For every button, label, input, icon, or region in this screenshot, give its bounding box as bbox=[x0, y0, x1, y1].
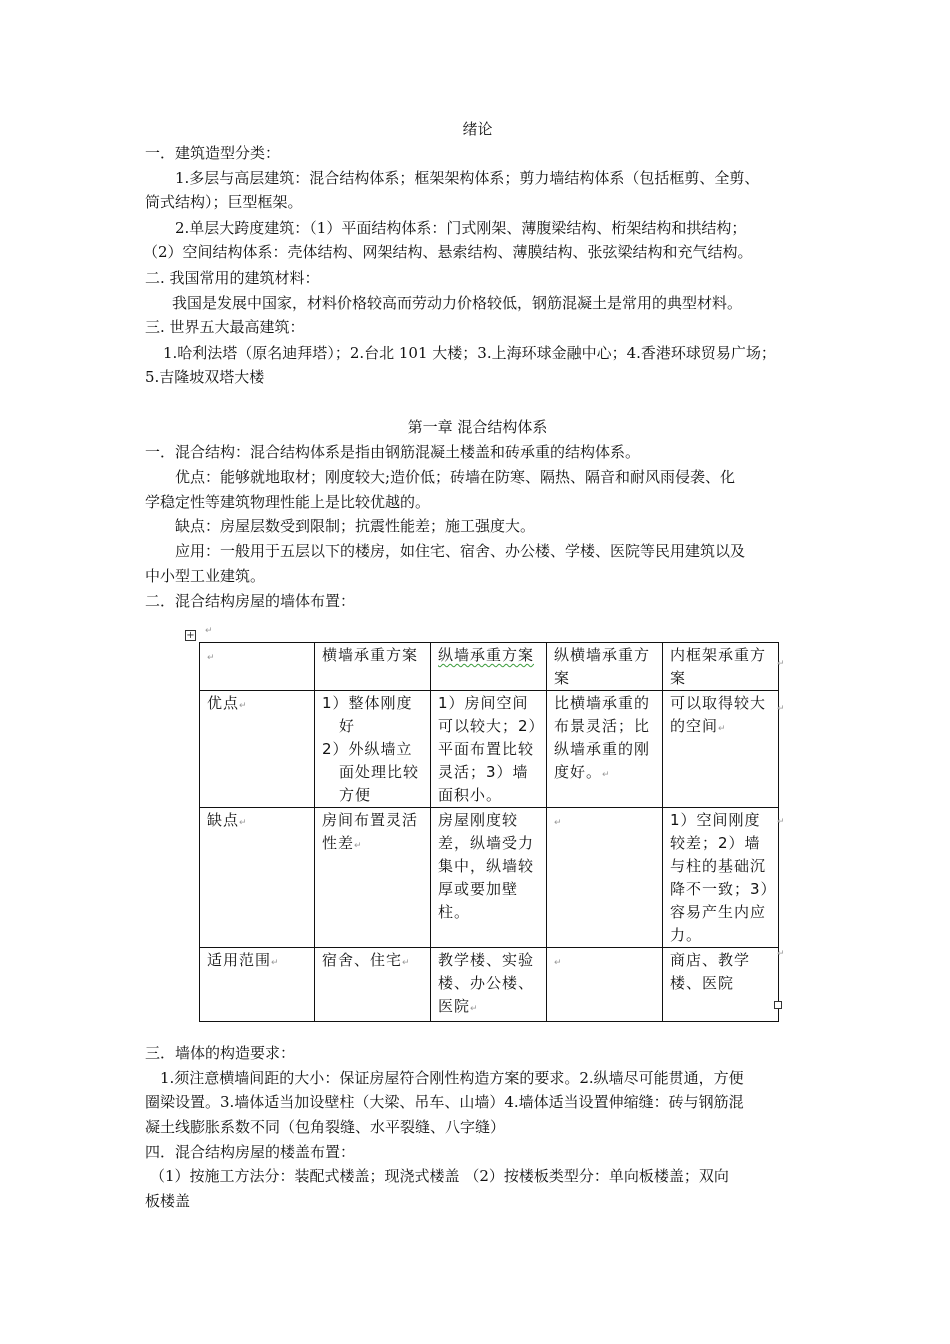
table-header-cell: 横墙承重方案 bbox=[315, 643, 431, 691]
row-end-mark: ↵ bbox=[777, 817, 785, 827]
chapter1-section4-line1: （1）按施工方法分：装配式楼盖；现浇式楼盖 （2）按楼板类型分：单向板楼盖；双向 bbox=[150, 1167, 729, 1185]
intro-section1-heading: 一．建筑造型分类： bbox=[145, 144, 281, 162]
table-cell: 1）空间刚度较差；2）墙与柱的基础沉降不一致；3）容易产生内应力。 bbox=[663, 808, 779, 948]
intro-section1-item2-line2: （2）空间结构体系：壳体结构、网架结构、悬索结构、薄膜结构、张弦梁结构和充气结构。 bbox=[143, 243, 753, 261]
intro-section3-list-line2: 5.吉隆坡双塔大楼 bbox=[145, 368, 265, 386]
table-cell: 房间布置灵活性差↵ bbox=[315, 808, 431, 948]
return-mark: ↵ bbox=[205, 626, 213, 636]
chapter1-section3-line3: 凝土线膨胀系数不同（包角裂缝、水平裂缝、八字缝） bbox=[145, 1118, 506, 1136]
chapter1-section4-line2: 板楼盖 bbox=[145, 1192, 191, 1210]
chapter1-application-line1: 应用：一般用于五层以下的楼房，如住宅、宿舍、办公楼、学楼、医院等民用建筑以及 bbox=[175, 542, 746, 560]
table-header-row bbox=[200, 643, 779, 691]
chapter1-disadvantages: 缺点：房屋层数受到限制；抗震性能差；施工强度大。 bbox=[175, 517, 536, 535]
table-move-handle-icon[interactable]: + bbox=[186, 630, 195, 641]
table-cell: 比横墙承重的布景灵活；比纵墙承重的刚度好。↵ bbox=[547, 691, 663, 808]
chapter1-section3-line1: 1.须注意横墙间距的大小：保证房屋符合刚性构造方案的要求。2.纵墙尽可能贯通，方便 bbox=[160, 1069, 744, 1087]
intro-section3-list-line1: 1.哈利法塔（原名迪拜塔）；2.台北 101 大楼；3.上海环球金融中心；4.香港环球贸易广场； bbox=[163, 344, 776, 362]
chapter1-title: 第一章 混合结构体系 bbox=[407, 418, 548, 436]
intro-section3-heading: 三. 世界五大最高建筑： bbox=[145, 318, 305, 336]
table-row-label: 适用范围↵ bbox=[200, 948, 315, 1022]
intro-section1-item2-line1: 2.单层大跨度建筑：（1）平面结构体系：门式刚架、薄腹梁结构、桁架结构和拱结构； bbox=[175, 219, 747, 237]
table-row-disadvantages bbox=[200, 808, 779, 948]
row-end-mark: ↵ bbox=[777, 659, 785, 669]
chapter1-section4-heading: 四．混合结构房屋的楼盖布置： bbox=[145, 1143, 356, 1161]
table-row-advantages bbox=[200, 691, 779, 808]
chapter1-section3-line2: 圈梁设置。3.墙体适当加设壁柱（大梁、吊车、山墙）4.墙体适当设置伸缩缝：砖与钢筋混 bbox=[145, 1093, 744, 1111]
intro-section2-heading: 二. 我国常用的建筑材料： bbox=[145, 269, 320, 287]
table-cell: 可以取得较大的空间↵ bbox=[663, 691, 779, 808]
intro-section1-item1-line1: 1.多层与高层建筑：混合结构体系；框架架构体系；剪力墙结构体系（包括框剪、全剪、 bbox=[175, 169, 760, 187]
chapter1-section1-heading: 一．混合结构：混合结构体系是指由钢筋混凝土楼盖和砖承重的结构体系。 bbox=[145, 443, 641, 461]
chapter1-section2-heading: 二．混合结构房屋的墙体布置： bbox=[145, 592, 356, 610]
table-header-cell: 内框架承重方案 bbox=[663, 643, 779, 691]
table-cell: 教学楼、实验楼、办公楼、医院↵ bbox=[431, 948, 547, 1022]
intro-section1-item1-line2: 筒式结构）；巨型框架。 bbox=[145, 193, 303, 211]
table-cell: 1）整体刚度好 2）外纵墙立面处理比较方便 bbox=[315, 691, 431, 808]
table-row-label: 优点↵ bbox=[200, 691, 315, 808]
table-resize-handle[interactable] bbox=[774, 1001, 782, 1009]
intro-title: 绪论 bbox=[462, 120, 493, 138]
chapter1-advantages-line1: 优点：能够就地取材；刚度较大;造价低；砖墙在防寒、隔热、隔音和耐风雨侵袭、化 bbox=[175, 468, 736, 486]
table-header-cell: 纵横墙承重方案 bbox=[547, 643, 663, 691]
table-header-cell: 纵墙承重方案 bbox=[431, 643, 547, 691]
row-end-mark: ↵ bbox=[777, 949, 785, 959]
table-cell: ↵ bbox=[547, 948, 663, 1022]
chapter1-section3-heading: 三．墙体的构造要求： bbox=[145, 1044, 296, 1062]
wall-layout-table bbox=[199, 642, 779, 1022]
table-cell: 商店、教学楼、医院 bbox=[663, 948, 779, 1022]
table-row-scope bbox=[200, 948, 779, 1022]
row-end-mark: ↵ bbox=[777, 704, 785, 714]
table-cell: ↵ bbox=[547, 808, 663, 948]
chapter1-application-line2: 中小型工业建筑。 bbox=[145, 567, 266, 585]
table-cell: 1）房间空间可以较大；2）平面布置比较灵活；3）墙面积小。 bbox=[431, 691, 547, 808]
intro-section2-paragraph: 我国是发展中国家，材料价格较高而劳动力价格较低，钢筋混凝土是常用的典型材料。 bbox=[172, 294, 743, 312]
table-cell: 宿舍、住宅↵ bbox=[315, 948, 431, 1022]
table-corner-cell: ↵ bbox=[200, 643, 315, 691]
table-row-label: 缺点↵ bbox=[200, 808, 315, 948]
chapter1-advantages-line2: 学稳定性等建筑物理性能上是比较优越的。 bbox=[145, 493, 431, 511]
table-cell: 房屋刚度较差，纵墙受力集中，纵墙较厚或要加壁柱。 bbox=[431, 808, 547, 948]
